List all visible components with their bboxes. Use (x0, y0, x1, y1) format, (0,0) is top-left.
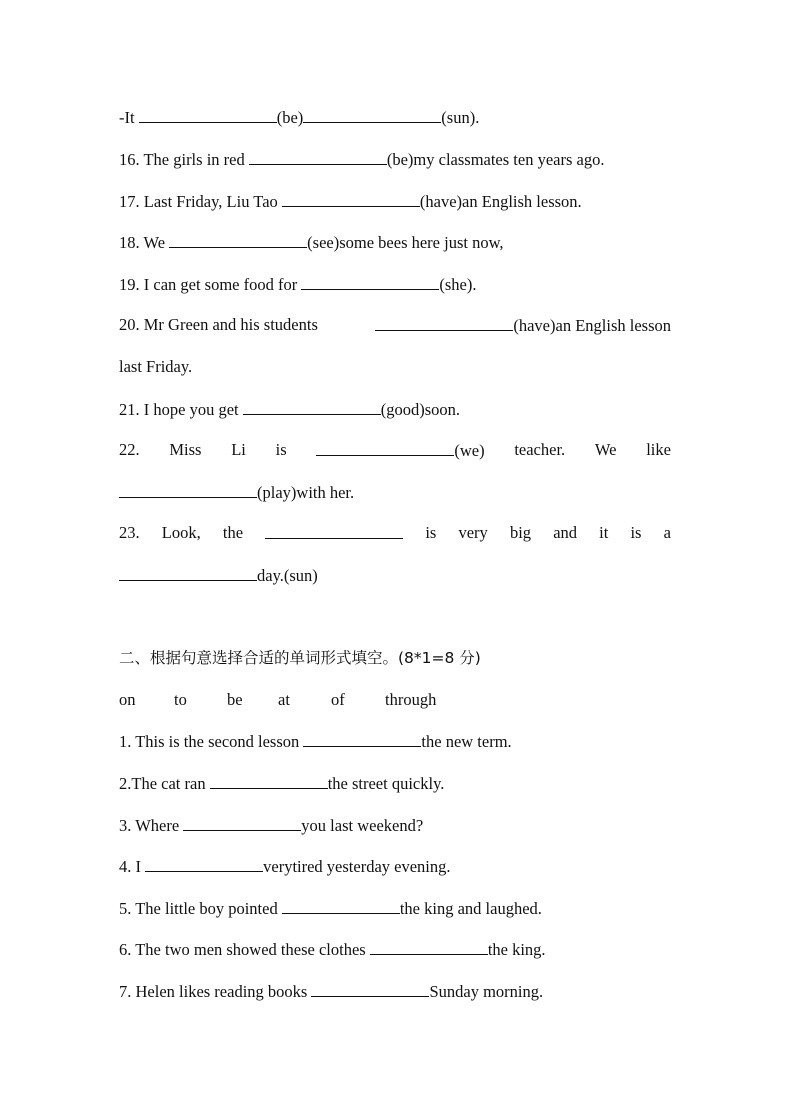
question-text: the street quickly. (327, 774, 445, 793)
hint-text: (be)my classmates ten years ago. (386, 150, 605, 169)
word: teacher. (514, 440, 566, 459)
word: like (646, 440, 671, 459)
hint-text: (we) (454, 441, 485, 460)
question-text: 17. Last Friday, Liu Tao (119, 192, 282, 211)
question-text: 21. I hope you get (119, 400, 243, 419)
question-23 (119, 523, 671, 543)
section-heading-text: 二、根据句意选择合适的单词形式填空。(8*1=8 分) (119, 649, 481, 667)
answer-blank[interactable] (169, 232, 307, 248)
question-text: you last weekend? (301, 816, 424, 835)
question-text: 20. Mr Green and his students (119, 315, 318, 334)
exercise-item-3 (119, 815, 671, 836)
hint-text: (be) (276, 108, 304, 127)
answer-blank[interactable] (303, 731, 421, 747)
word-bank-item: at (278, 690, 290, 709)
question-18 (119, 232, 671, 253)
question-20 (119, 315, 671, 336)
word: and (553, 523, 578, 542)
answer-blank[interactable] (375, 315, 513, 331)
answer-blank[interactable] (243, 399, 381, 415)
hint-text: day.(sun) (257, 566, 318, 585)
hint-text: (see)some bees here just now, (307, 233, 504, 252)
question-text: 6. The two men showed these clothes (119, 940, 370, 959)
hint-text: (she). (439, 275, 477, 294)
question-text: 18. We (119, 233, 170, 252)
word: We (594, 440, 617, 459)
question-22-continued (119, 482, 671, 503)
word-bank-item: on (119, 690, 136, 709)
question-text: 7. Helen likes reading books (119, 982, 312, 1001)
exercise-item-7 (119, 981, 671, 1002)
exercise-item-2 (119, 773, 671, 794)
answer-blank[interactable] (119, 482, 257, 498)
answer-blank[interactable] (119, 565, 257, 581)
exercise-item-1 (119, 731, 671, 752)
answer-blank[interactable] (210, 773, 328, 789)
answer-blank[interactable] (145, 856, 263, 872)
question-text: last Friday. (119, 357, 193, 376)
answer-blank[interactable] (282, 191, 420, 207)
answer-blank[interactable] (183, 815, 301, 831)
word-bank-item: of (331, 690, 345, 709)
word: 22. (119, 440, 140, 459)
question-text: Sunday morning. (429, 982, 544, 1001)
question-text: 16. The girls in red (119, 150, 249, 169)
question-17 (119, 191, 671, 212)
word-bank-item: be (227, 690, 243, 709)
word: Miss (169, 440, 202, 459)
word: 23. (119, 523, 140, 542)
question-text: verytired yesterday evening. (263, 857, 451, 876)
question-22 (119, 440, 671, 461)
word-bank-item: to (174, 690, 187, 709)
exercise-item-6 (119, 939, 671, 960)
word: it (599, 523, 609, 542)
question-text: 2.The cat ran (119, 774, 210, 793)
question-text: 19. I can get some food for (119, 275, 302, 294)
question-text: the king and laughed. (399, 899, 542, 918)
answer-blank[interactable] (316, 440, 454, 456)
word: big (509, 523, 532, 542)
hint-text: (play)with her. (257, 483, 355, 502)
question-19 (119, 274, 671, 295)
question-text: 5. The little boy pointed (119, 899, 282, 918)
question-text: the king. (487, 940, 546, 959)
answer-blank[interactable] (311, 981, 429, 997)
section-heading (119, 648, 671, 668)
word: Look, (161, 523, 201, 542)
question-text: 1. This is the second lesson (119, 732, 304, 751)
question-text: 4. I (119, 857, 146, 876)
word: very (458, 523, 488, 542)
exercise-item-4 (119, 856, 671, 877)
answer-blank[interactable] (265, 523, 403, 539)
word: is (630, 523, 642, 542)
word: is (425, 523, 437, 542)
word: is (275, 440, 287, 459)
question-text: -It (119, 108, 139, 127)
hint-text: (have)an English lesson. (419, 192, 582, 211)
question-20-continued (119, 357, 671, 377)
question-16 (119, 149, 671, 170)
word: Li (231, 440, 246, 459)
answer-blank[interactable] (303, 107, 441, 123)
question-text: the new term. (421, 732, 512, 751)
hint-text: (sun). (441, 108, 480, 127)
word: a (663, 523, 671, 542)
question-21 (119, 399, 671, 420)
word-bank-item: through (385, 690, 437, 709)
hint-text: (good)soon. (380, 400, 461, 419)
answer-blank[interactable] (139, 107, 277, 123)
hint-text: (have)an English lesson (513, 316, 671, 335)
answer-blank[interactable] (370, 939, 488, 955)
question-text: 3. Where (119, 816, 184, 835)
question-line-it (119, 107, 671, 128)
word-bank (119, 690, 671, 710)
answer-blank[interactable] (282, 898, 400, 914)
question-23-continued (119, 565, 671, 586)
exercise-item-5 (119, 898, 671, 919)
answer-blank[interactable] (249, 149, 387, 165)
word: the (222, 523, 244, 542)
answer-blank[interactable] (301, 274, 439, 290)
